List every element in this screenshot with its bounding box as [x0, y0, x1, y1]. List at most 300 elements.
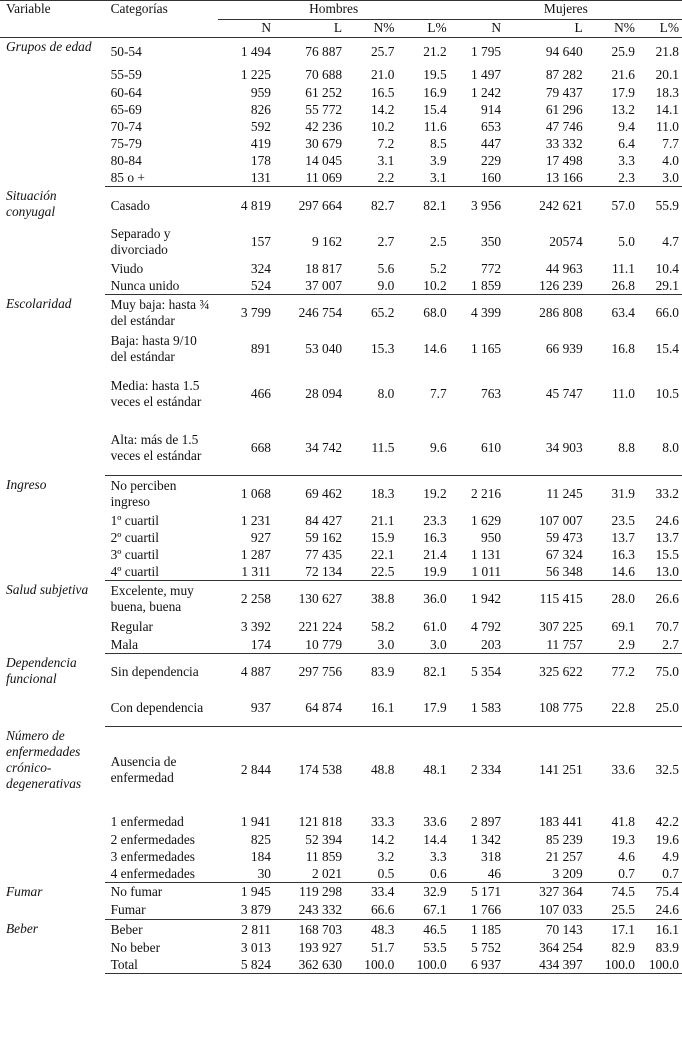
cell-h-l: 76 887 [305, 44, 343, 59]
category-label: Muy baja: hasta ¾ del estándar [110, 297, 210, 328]
cell-m-npct: 0.7 [586, 865, 638, 883]
cell-m-npct: 13.7 [611, 529, 635, 545]
cell-h-npct: 48.3 [370, 921, 395, 937]
cell-h-n: 592 [250, 118, 271, 134]
cell-m-npct: 19.3 [611, 831, 635, 847]
cell-m-lpct: 14.1 [655, 101, 679, 117]
header-h-n: N [218, 20, 274, 38]
cell-h-n: 2 258 [240, 591, 271, 606]
variable-label: Fumar [6, 883, 43, 899]
cell-h-lpct: 2.5 [429, 234, 447, 249]
header-blank [105, 20, 218, 38]
cell-h-npct: 22.1 [370, 546, 395, 562]
cell-m-n: 772 [481, 260, 502, 276]
cell-m-lpct: 4.7 [662, 234, 679, 249]
category-label: Sin dependencia [110, 664, 199, 679]
category-label: 85 o + [105, 169, 218, 187]
cell-m-l: 56 348 [504, 563, 586, 581]
cell-m-l: 85 239 [545, 831, 583, 847]
cell-m-n: 1 795 [470, 44, 502, 59]
cell-m-n: 5 752 [470, 939, 502, 955]
cell-h-n: 1 945 [240, 884, 271, 899]
cell-h-n: 937 [218, 690, 274, 727]
category-label: Nunca unido [105, 277, 218, 295]
cell-m-l: 66 939 [545, 341, 583, 356]
cell-m-l: 44 963 [545, 260, 583, 276]
cell-m-n: 1 165 [470, 341, 502, 356]
cell-m-n: 4 792 [470, 618, 502, 634]
cell-m-npct: 77.2 [611, 664, 635, 679]
cell-h-n: 174 [218, 636, 274, 654]
cell-h-n: 5 824 [218, 956, 274, 974]
table-row [0, 295, 682, 332]
category-label: 4 enfermedades [105, 865, 218, 883]
cell-m-n: 610 [450, 421, 504, 476]
cell-m-l: 325 622 [539, 664, 583, 679]
cell-m-n: 5 171 [470, 884, 502, 899]
cell-h-l: 53 040 [305, 341, 343, 356]
variable-label: Dependencia funcional [6, 654, 77, 686]
cell-m-n: 447 [481, 135, 502, 151]
cell-m-l: 21 257 [545, 848, 583, 864]
cell-m-l: 108 775 [504, 690, 586, 727]
cell-h-lpct: 68.0 [423, 305, 447, 320]
cell-h-l: 297 664 [298, 197, 343, 213]
cell-h-npct: 14.2 [370, 101, 395, 117]
category-label: Beber [110, 921, 143, 937]
cell-h-lpct: 19.5 [423, 67, 447, 82]
cell-h-l: 9 162 [311, 234, 343, 249]
cell-m-npct: 25.5 [586, 901, 638, 920]
cell-h-npct: 33.3 [370, 814, 395, 829]
cell-m-npct: 9.4 [618, 118, 635, 134]
cell-h-n: 3 799 [240, 305, 271, 320]
cell-h-n: 184 [250, 848, 271, 864]
cell-h-n: 1 941 [240, 814, 271, 829]
header-h-l: L [274, 20, 345, 38]
category-label: 80-84 [110, 152, 142, 168]
category-label: 3 enfermedades [110, 848, 195, 864]
header-m-lpct: L% [638, 20, 682, 38]
cell-m-n: 763 [481, 386, 502, 401]
cell-m-l: 20574 [549, 234, 583, 249]
cell-h-l: 18 817 [305, 260, 343, 276]
category-label: 1 enfermedad [110, 814, 184, 829]
cell-h-npct: 14.2 [370, 831, 395, 847]
cell-m-l: 33 332 [545, 135, 583, 151]
cell-h-lpct: 82.1 [423, 197, 447, 213]
cell-h-l: 30 679 [305, 135, 343, 151]
cell-h-npct: 8.0 [377, 386, 395, 401]
category-label: 4º cuartil [105, 563, 218, 581]
cell-h-lpct: 23.3 [423, 512, 447, 528]
cell-h-lpct: 3.1 [397, 169, 449, 187]
cell-h-npct: 3.2 [377, 848, 395, 864]
cell-h-n: 891 [250, 341, 271, 356]
category-label: 75-79 [110, 135, 142, 151]
cell-m-l: 107 007 [539, 512, 583, 528]
cell-m-npct: 31.9 [611, 486, 635, 501]
cell-h-l: 59 162 [305, 529, 343, 545]
cell-h-npct: 7.2 [377, 135, 395, 151]
table-row [0, 581, 682, 618]
cell-m-l: 79 437 [545, 84, 583, 100]
cell-m-l: 13 166 [504, 169, 586, 187]
table-row [0, 920, 682, 940]
cell-m-l: 327 364 [539, 884, 583, 899]
cell-h-n: 825 [250, 831, 271, 847]
cell-h-lpct: 19.9 [397, 563, 449, 581]
cell-h-lpct: 9.6 [397, 421, 449, 476]
cell-h-npct: 2.2 [345, 169, 397, 187]
cell-h-npct: 15.3 [370, 341, 395, 356]
cell-m-lpct: 13.0 [638, 563, 682, 581]
cell-m-npct: 16.8 [611, 341, 635, 356]
cell-m-n: 229 [481, 152, 502, 168]
cell-h-n: 1 231 [240, 512, 271, 528]
cell-m-n: 1 942 [470, 591, 502, 606]
cell-m-l: 364 254 [539, 939, 583, 955]
cell-h-n: 3 392 [240, 618, 271, 634]
cell-m-lpct: 29.1 [638, 277, 682, 295]
cell-h-l: 168 703 [298, 921, 343, 937]
table-row [0, 727, 682, 814]
cell-m-l: 67 324 [545, 546, 583, 562]
cell-h-lpct: 36.0 [423, 591, 447, 606]
cell-m-n: 1 185 [470, 921, 502, 937]
cell-m-n: 1 242 [470, 84, 502, 100]
cell-h-lpct: 33.6 [423, 814, 447, 829]
cell-m-lpct: 16.1 [655, 921, 679, 937]
cell-h-l: 11 859 [305, 848, 343, 864]
category-label: 1º cuartil [110, 512, 159, 528]
category-label: 55-59 [110, 67, 142, 82]
cell-m-npct: 17.1 [611, 921, 635, 937]
cell-m-n: 2 334 [470, 762, 502, 777]
cell-h-l: 2 021 [274, 865, 345, 883]
category-label: Alta: más de 1.5 veces el estándar [105, 421, 218, 476]
cell-m-lpct: 25.0 [638, 690, 682, 727]
header-categorias: Categorías [105, 1, 218, 20]
cell-h-npct: 9.0 [345, 277, 397, 295]
category-label: Regular [110, 618, 153, 634]
cell-m-l: 47 746 [545, 118, 583, 134]
cell-h-l: 77 435 [305, 546, 343, 562]
cell-h-npct: 100.0 [345, 956, 397, 974]
variable-label: Beber [6, 920, 38, 936]
category-label: Excelente, muy buena, buena [110, 583, 194, 614]
cell-m-lpct: 55.9 [655, 197, 679, 213]
cell-h-npct: 51.7 [370, 939, 395, 955]
category-label: 2 enfermedades [110, 831, 195, 847]
cell-h-n: 1 068 [240, 486, 271, 501]
table-row [0, 883, 682, 902]
cell-m-npct: 26.8 [586, 277, 638, 295]
cell-m-n: 6 937 [450, 956, 504, 974]
cell-m-n: 1 859 [450, 277, 504, 295]
cell-m-l: 183 441 [539, 814, 583, 829]
cell-h-n: 1 311 [218, 563, 274, 581]
cell-h-l: 243 332 [274, 901, 345, 920]
cell-h-lpct: 8.5 [429, 135, 447, 151]
cell-m-npct: 69.1 [611, 618, 635, 634]
cell-h-lpct: 0.6 [397, 865, 449, 883]
cell-h-n: 3 879 [218, 901, 274, 920]
cell-h-npct: 3.1 [377, 152, 395, 168]
cell-m-lpct: 13.7 [655, 529, 679, 545]
cell-m-l: 45 747 [545, 386, 583, 401]
cell-h-n: 178 [250, 152, 271, 168]
cell-m-l: 434 397 [504, 956, 586, 974]
cell-m-n: 914 [481, 101, 502, 117]
cell-h-n: 826 [250, 101, 271, 117]
cell-m-lpct: 24.6 [638, 901, 682, 920]
cell-h-npct: 66.6 [345, 901, 397, 920]
cell-h-lpct: 21.4 [423, 546, 447, 562]
cell-h-n: 524 [218, 277, 274, 295]
cell-m-n: 1 766 [450, 901, 504, 920]
table-row [0, 38, 682, 67]
table-row [0, 476, 682, 513]
cell-m-n: 2 897 [470, 814, 502, 829]
cell-m-npct: 22.8 [586, 690, 638, 727]
cell-h-l: 297 756 [298, 664, 343, 679]
cell-h-npct: 5.6 [377, 260, 395, 276]
cell-m-lpct: 24.6 [655, 512, 679, 528]
cell-m-lpct: 11.0 [656, 118, 679, 134]
header-blank [0, 20, 105, 38]
cell-m-lpct: 10.5 [655, 386, 679, 401]
cell-m-lpct: 100.0 [638, 956, 682, 974]
cell-h-n: 3 013 [240, 939, 271, 955]
cell-h-lpct: 7.7 [429, 386, 447, 401]
cell-h-n: 157 [250, 234, 271, 249]
cell-h-n: 131 [218, 169, 274, 187]
cell-h-l: 34 742 [274, 421, 345, 476]
header-h-npct: N% [345, 20, 397, 38]
cell-h-npct: 10.2 [370, 118, 395, 134]
cell-h-l: 14 045 [305, 152, 343, 168]
cell-m-n: 1 583 [450, 690, 504, 727]
cell-h-n: 2 811 [241, 921, 271, 937]
category-label: 3º cuartil [110, 546, 159, 562]
cell-m-l: 70 143 [545, 921, 583, 937]
cell-m-npct: 13.2 [611, 101, 635, 117]
variable-label: Situación conyugal [6, 187, 57, 219]
cell-m-n: 203 [450, 636, 504, 654]
cell-m-l: 307 225 [539, 618, 583, 634]
cell-h-l: 64 874 [274, 690, 345, 727]
cell-m-lpct: 18.3 [655, 84, 679, 100]
cell-m-l: 94 640 [545, 44, 583, 59]
cell-m-npct: 16.3 [611, 546, 635, 562]
cell-h-l: 221 224 [298, 618, 343, 634]
category-label: Baja: hasta 9/10 del estándar [110, 333, 197, 364]
cell-m-l: 126 239 [504, 277, 586, 295]
cell-h-l: 28 094 [305, 386, 343, 401]
cell-m-n: 160 [450, 169, 504, 187]
cell-m-lpct: 33.2 [655, 486, 679, 501]
category-label: Total [105, 956, 218, 974]
cell-m-npct: 17.9 [611, 84, 635, 100]
cell-m-lpct: 75.0 [655, 664, 679, 679]
cell-h-npct: 2.7 [377, 234, 395, 249]
header-m-npct: N% [586, 20, 638, 38]
cell-h-l: 55 772 [305, 101, 343, 117]
cell-m-n: 1 011 [450, 563, 504, 581]
cell-m-l: 17 498 [545, 152, 583, 168]
category-label: No beber [110, 939, 161, 955]
table-row [0, 187, 682, 225]
cell-h-n: 1 225 [240, 67, 271, 82]
cell-m-lpct: 15.5 [655, 546, 679, 562]
cell-h-lpct: 19.2 [423, 486, 447, 501]
cell-m-lpct: 15.4 [655, 341, 679, 356]
cell-h-lpct: 67.1 [397, 901, 449, 920]
cell-h-n: 324 [250, 260, 271, 276]
cell-m-npct: 100.0 [586, 956, 638, 974]
cell-m-n: 3 956 [470, 197, 502, 213]
cell-h-npct: 16.5 [370, 84, 395, 100]
table-header [0, 1, 682, 38]
cell-m-l: 242 621 [539, 197, 583, 213]
cell-h-n: 1 287 [240, 546, 271, 562]
cell-m-npct: 23.5 [611, 512, 635, 528]
cell-m-lpct: 70.7 [655, 618, 679, 634]
header-mujeres: Mujeres [450, 1, 682, 20]
cell-h-npct: 33.4 [370, 884, 395, 899]
cell-h-lpct: 15.4 [423, 101, 447, 117]
cell-m-lpct: 0.7 [638, 865, 682, 883]
cell-h-n: 2 844 [240, 762, 271, 777]
cell-m-lpct: 7.7 [662, 135, 679, 151]
header-h-lpct: L% [397, 20, 449, 38]
cell-h-lpct: 14.4 [423, 831, 447, 847]
cell-h-n: 30 [218, 865, 274, 883]
category-label: Casado [110, 197, 150, 213]
header-variable: Variable [0, 1, 105, 20]
cell-m-n: 1 629 [470, 512, 502, 528]
cell-h-n: 4 819 [240, 197, 271, 213]
cell-h-npct: 3.0 [345, 636, 397, 654]
cell-h-l: 37 007 [274, 277, 345, 295]
cell-h-npct: 11.5 [345, 421, 397, 476]
cell-h-l: 84 427 [305, 512, 343, 528]
cell-m-npct: 25.9 [611, 44, 635, 59]
header-m-l: L [504, 20, 586, 38]
header-hombres: Hombres [218, 1, 450, 20]
cell-m-npct: 14.6 [586, 563, 638, 581]
cell-m-lpct: 3.0 [638, 169, 682, 187]
variable-label: Número de enfermedades crónico-degenerativas [6, 727, 82, 791]
cell-m-lpct: 26.6 [655, 591, 679, 606]
cell-h-lpct: 46.5 [423, 921, 447, 937]
cell-h-n: 419 [250, 135, 271, 151]
cell-m-n: 1 131 [470, 546, 502, 562]
cell-h-l: 11 069 [274, 169, 345, 187]
header-m-n: N [450, 20, 504, 38]
cell-m-l: 59 473 [545, 529, 583, 545]
cell-h-lpct: 3.3 [429, 848, 447, 864]
cell-m-lpct: 2.7 [638, 636, 682, 654]
cell-m-npct: 33.6 [611, 762, 635, 777]
category-label: Media: hasta 1.5 veces el estándar [110, 378, 202, 409]
cell-m-npct: 11.0 [612, 386, 635, 401]
cell-m-l: 107 033 [504, 901, 586, 920]
cell-h-lpct: 10.2 [397, 277, 449, 295]
cell-m-l: 87 282 [545, 67, 583, 82]
category-label: Separado y divorciado [110, 226, 171, 257]
category-label: 2º cuartil [110, 529, 159, 545]
cell-h-l: 70 688 [305, 67, 343, 82]
cell-h-l: 362 630 [274, 956, 345, 974]
cell-h-npct: 58.2 [370, 618, 395, 634]
cell-h-lpct: 48.1 [423, 762, 447, 777]
category-label: Fumar [105, 901, 218, 920]
category-label: Ausencia de enfermedad [110, 754, 177, 785]
cell-m-lpct: 83.9 [655, 939, 679, 955]
cell-h-n: 668 [218, 421, 274, 476]
cell-h-lpct: 16.3 [423, 529, 447, 545]
cell-h-npct: 21.0 [370, 67, 395, 82]
cell-m-lpct: 19.6 [655, 831, 679, 847]
cell-m-l: 115 415 [539, 591, 583, 606]
cell-m-lpct: 32.5 [655, 762, 679, 777]
variable-label: Salud subjetiva [6, 581, 89, 597]
cell-h-lpct: 82.1 [423, 664, 447, 679]
cell-h-npct: 38.8 [370, 591, 395, 606]
cell-h-n: 927 [250, 529, 271, 545]
cell-h-lpct: 11.6 [423, 118, 447, 134]
cell-h-lpct: 21.2 [423, 44, 447, 59]
cell-h-l: 10 779 [274, 636, 345, 654]
cell-m-n: 318 [481, 848, 502, 864]
cell-m-l: 286 808 [539, 305, 583, 320]
cell-m-npct: 82.9 [611, 939, 635, 955]
variable-label: Ingreso [6, 476, 47, 492]
cell-m-lpct: 4.9 [662, 848, 679, 864]
cell-m-npct: 2.3 [586, 169, 638, 187]
category-label: 60-64 [110, 84, 142, 100]
cell-m-lpct: 8.0 [638, 421, 682, 476]
cell-h-npct: 82.7 [370, 197, 395, 213]
cell-m-lpct: 42.2 [655, 814, 679, 829]
cell-h-l: 121 818 [298, 814, 343, 829]
cell-h-npct: 65.2 [370, 305, 395, 320]
category-label: 65-69 [110, 101, 142, 117]
variable-label: Grupos de edad [6, 39, 92, 54]
cell-m-npct: 11.1 [612, 260, 635, 276]
cell-m-lpct: 4.0 [662, 152, 679, 168]
cell-h-npct: 25.7 [370, 44, 395, 59]
cell-m-l: 11 757 [504, 636, 586, 654]
cell-h-l: 61 252 [305, 84, 343, 100]
cell-m-npct: 28.0 [611, 591, 635, 606]
cell-m-lpct: 66.0 [655, 305, 679, 320]
cell-m-l: 3 209 [504, 865, 586, 883]
cell-h-npct: 18.3 [370, 486, 395, 501]
cell-m-npct: 21.6 [611, 67, 635, 82]
category-label: Mala [105, 636, 218, 654]
cell-h-lpct: 61.0 [423, 618, 447, 634]
cell-h-npct: 0.5 [345, 865, 397, 883]
cell-m-n: 653 [481, 118, 502, 134]
cell-h-n: 466 [250, 386, 271, 401]
cell-h-lpct: 16.9 [423, 84, 447, 100]
cell-h-lpct: 3.9 [429, 152, 447, 168]
cell-h-l: 130 627 [298, 591, 343, 606]
cell-m-npct: 4.6 [618, 848, 635, 864]
